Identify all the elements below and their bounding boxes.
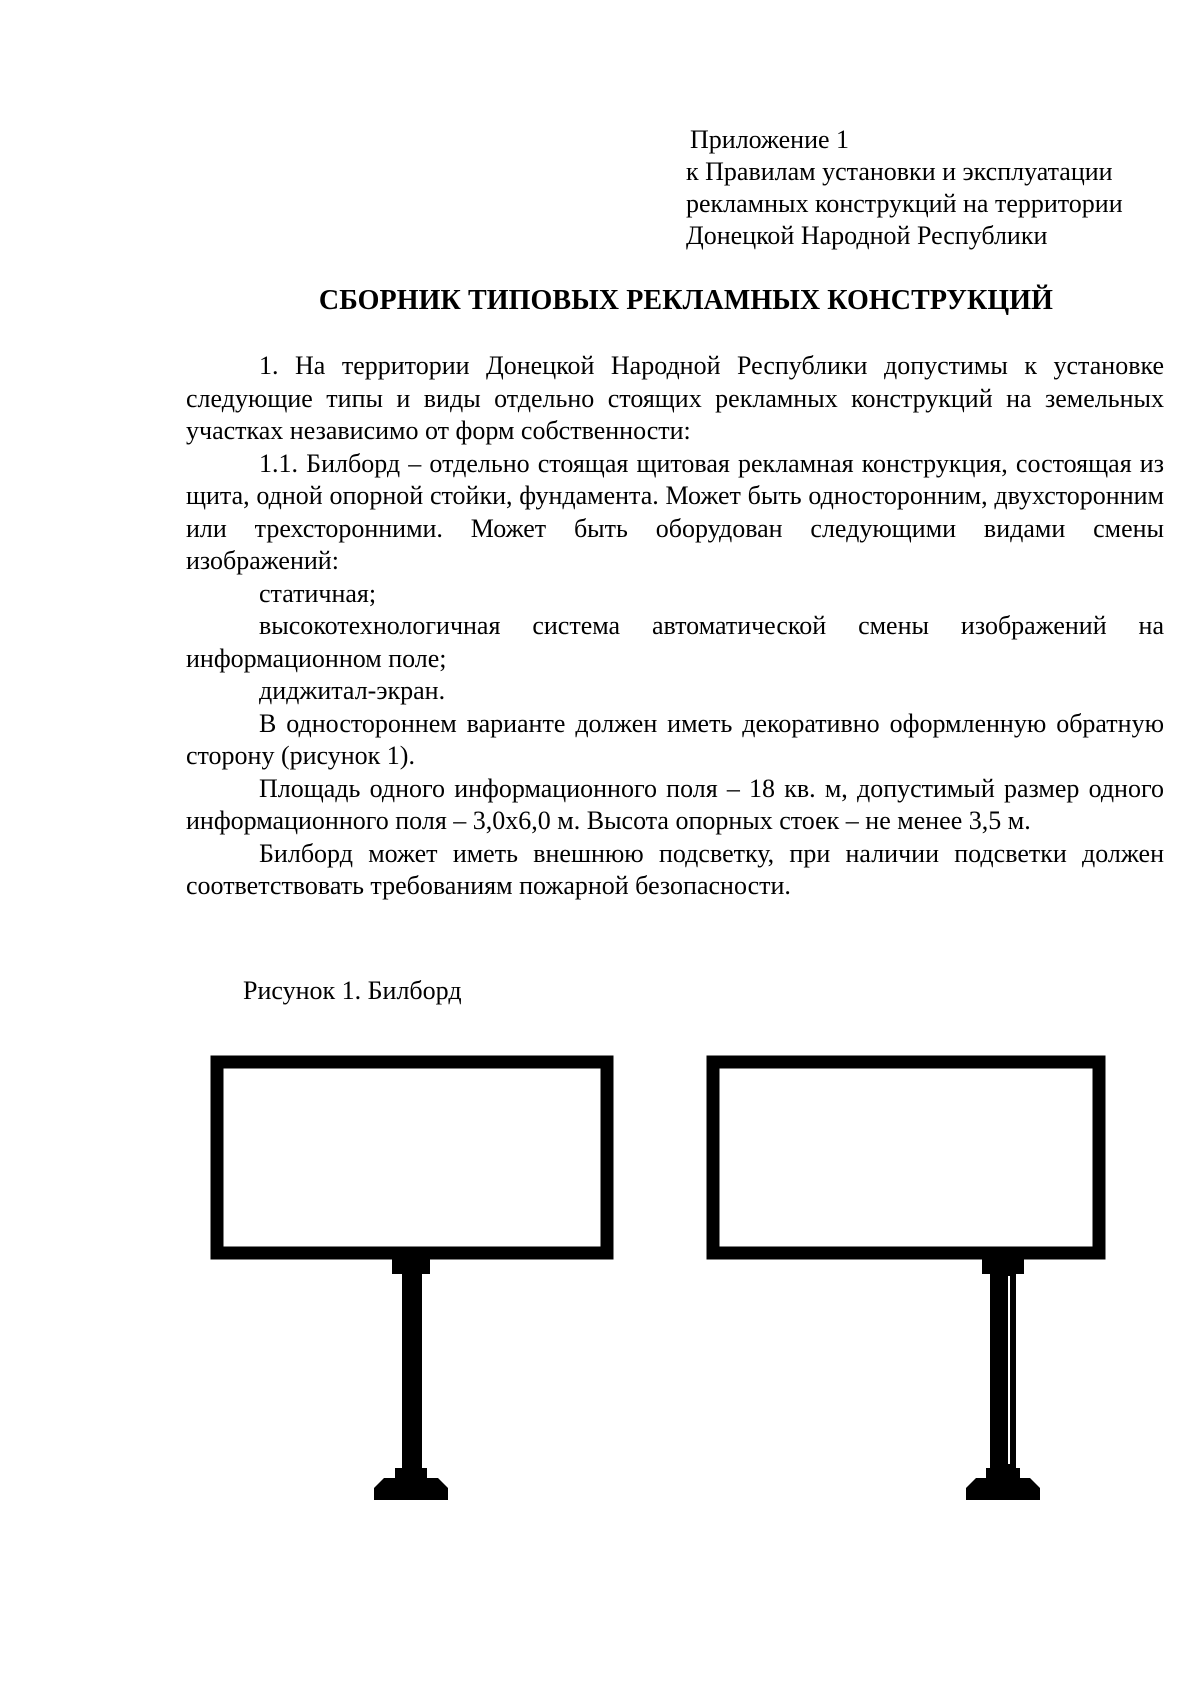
billboard-right-panel: [713, 1062, 1099, 1253]
billboard-left-base: [374, 1478, 448, 1500]
billboard-left-panel: [217, 1062, 607, 1253]
document-body: [186, 350, 1164, 903]
billboard-left-post-bottom: [395, 1468, 427, 1480]
billboard-left-post-top: [392, 1259, 430, 1274]
appendix-line: Донецкой Народной Республики: [686, 221, 1048, 250]
billboard-right-post-bottom: [986, 1468, 1020, 1480]
figure-caption: Рисунок 1. Билборд: [243, 976, 462, 1005]
billboard-right-post-top: [982, 1259, 1024, 1274]
paragraph: В одностороннем варианте должен иметь декоративно оформленную обратную сторону (рисунок 1).: [186, 708, 1164, 770]
billboard-left-post: [402, 1272, 422, 1472]
billboard-right-post: [990, 1272, 1016, 1472]
paragraph: Билборд может иметь внешнюю подсветку, при наличии подсветки должен соответствовать требованиям пожарной безопасности.: [186, 838, 1164, 900]
paragraph: Площадь одного информационного поля – 18 кв. м, допустимый размер одного информационного поля – 3,0х6,0 м. Высота опорных стоек – не менее 3,5 м.: [186, 773, 1164, 835]
billboard-left: [217, 1062, 607, 1500]
appendix-block: [686, 124, 1186, 252]
paragraph: статичная;: [259, 578, 377, 608]
paragraph: 1.1. Билборд – отдельно стоящая щитовая рекламная конструкция, состоящая из щита, одной опорной стойки, фундамента. Может быть односторонним, двухсторонним или трехсторонними. Может быть оборудован следующими видами смены изображений:: [186, 448, 1164, 575]
appendix-line: Приложение 1: [690, 125, 850, 154]
paragraph: диджитал-экран.: [259, 676, 446, 705]
appendix-line: рекламных конструкций на территории: [686, 189, 1123, 218]
appendix-line: к Правилам установки и эксплуатации: [686, 157, 1113, 186]
paragraph: высокотехнологичная система автоматической смены изображений на информационном поле;: [186, 611, 1164, 673]
paragraph: 1. На территории Донецкой Народной Республики допустимы к установке следующие типы и виды отдельно стоящих рекламных конструкций на земельных участках независимо от форм собственности:: [186, 351, 1164, 445]
billboard-right: [713, 1062, 1099, 1500]
billboard-right-base: [966, 1478, 1040, 1500]
document-title: СБОРНИК ТИПОВЫХ РЕКЛАМНЫХ КОНСТРУКЦИЙ: [318, 285, 1054, 316]
